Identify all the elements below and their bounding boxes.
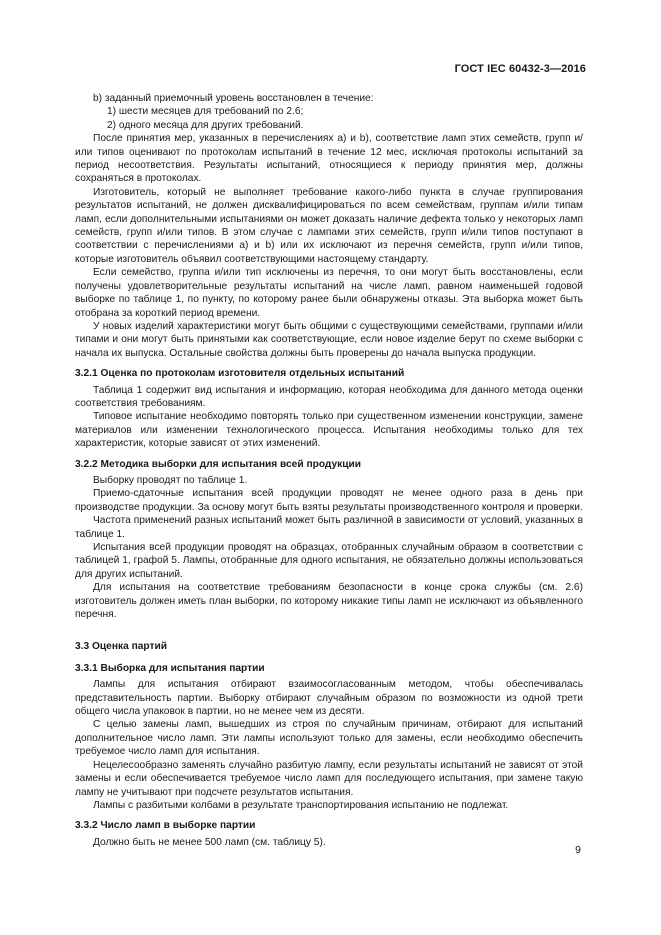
paragraph: Если семейство, группа и/или тип исключены из перечня, то они могут быть восстановлены, если получены удовлетворительные результаты испытаний на числе ламп, равном наименьшей годовой выборке по таблице 1, по пункту, по которому ранее были обнаружены отказы. Эта выборка может быть отобрана за короткий период времени. — [75, 267, 583, 319]
paragraph: Лампы с разбитыми колбами в результате транспортирования испытанию не подлежат. — [93, 799, 509, 811]
paragraph: После принятия мер, указанных в перечислениях а) и b), соответствие ламп этих семейств, групп и/или типов оценивают по протоколам испытаний в течение 12 мес, исключая протоколы испытаний за период несоответствия. Результаты испытаний, относящиеся к периоду принятия мер, должны сохраняться в протоколах. — [75, 133, 583, 185]
section-heading-3-3: 3.3 Оценка партий — [75, 641, 168, 653]
paragraph: Изготовитель, который не выполняет требование какого-либо пункта в случае группирования результатов испытаний, не должен дисквалифицироваться по всем семействам, группам и/или типам ламп, если дополнительными испытаниями он может доказать наличие дефекта только у некоторых ламп семейств, групп и/или типов. В этом случае с лампами этих семейств, групп и/или типов поступают в соответствии с перечислениями а) и b) или их исключают из перечня семейств, групп и/или типов, которые изготовитель объявил соответствующими настоящему стандарту. — [75, 186, 583, 265]
paragraph: Таблица 1 содержит вид испытания и информацию, которая необходима для данного метода оценки соответствия требованиям. — [75, 384, 583, 409]
paragraph: Приемо-сдаточные испытания всей продукции проводят не менее одного раза в день при производстве продукции. За основу могут быть взяты результаты производственного контроля и проверки. — [75, 488, 583, 513]
paragraph: Выборку проводят по таблице 1. — [93, 474, 248, 486]
section-heading-3-3-2: 3.3.2 Число ламп в выборке партии — [75, 820, 256, 832]
section-heading-3-2-1: 3.2.1 Оценка по протоколам изготовителя отдельных испытаний — [75, 368, 405, 380]
paragraph: Лампы для испытания отбирают взаимосогласованным методом, чтобы обеспечивалась представительность партии. Выборку отбирают случайным образом по возможности из одной трети общего числа упаковок в партии, но не менее чем из десяти. — [75, 679, 583, 718]
paragraph: Для испытания на соответствие требованиям безопасности в конце срока службы (см. 2.6) изготовитель должен иметь план выборки, по которому никакие типы ламп не исключают из объявленного перечня. — [75, 582, 583, 621]
list-item-b: b) заданный приемочный уровень восстановлен в течение: — [93, 93, 374, 104]
list-subitem-1: 1) шести месяцев для требований по 2.6; — [107, 106, 304, 118]
paragraph: Испытания всей продукции проводят на образцах, отобранных случайным образом в соответствии с таблицей 1, графой 5. Лампы, отобранные для одного испытания, не обязательно должны использоваться для других испытаний. — [75, 542, 583, 580]
paragraph: Типовое испытание необходимо повторять только при существенном изменении конструкции, замене материалов или изменении технологического процесса. Испытания необходимы только для тех характеристик, которые зависят от этих изменений. — [75, 411, 583, 450]
section-heading-3-3-1: 3.3.1 Выборка для испытания партии — [75, 662, 265, 674]
paragraph: Нецелесообразно заменять случайно разбитую лампу, если результаты испытаний не зависят от этой замены и если обеспечивается требуемое число ламп для последующего испытания, при замене такую лампу не учитывают при подсчете результатов испытания. — [75, 759, 583, 798]
paragraph: Частота применений разных испытаний может быть различной в зависимости от условий, указанных в таблице 1. — [75, 515, 583, 540]
section-heading-3-2-2: 3.2.2 Методика выборки для испытания всей продукции — [75, 458, 362, 470]
page-number: 9 — [575, 844, 581, 856]
list-subitem-2: 2) одного месяца для других требований. — [107, 119, 304, 131]
page-content — [75, 92, 583, 849]
paragraph: У новых изделий характеристики могут быть общими с существующими семействами, группами и/или типами и они могут быть принятыми как соответствующие, если новое изделие берут по схеме выборки с начала их выпуска. Остальные свойства должны быть проверены до начала выпуска продукции. — [75, 320, 583, 359]
paragraph: С целью замены ламп, вышедших из строя по случайным причинам, отбирают для испытаний дополнительное число ламп. Эти лампы используют только для замены, если необходимо обеспечить требуемое число ламп для испытания. — [75, 719, 583, 758]
standard-header: ГОСТ IEC 60432-3—2016 — [454, 63, 586, 75]
paragraph: Должно быть не менее 500 ламп (см. таблицу 5). — [93, 836, 326, 848]
